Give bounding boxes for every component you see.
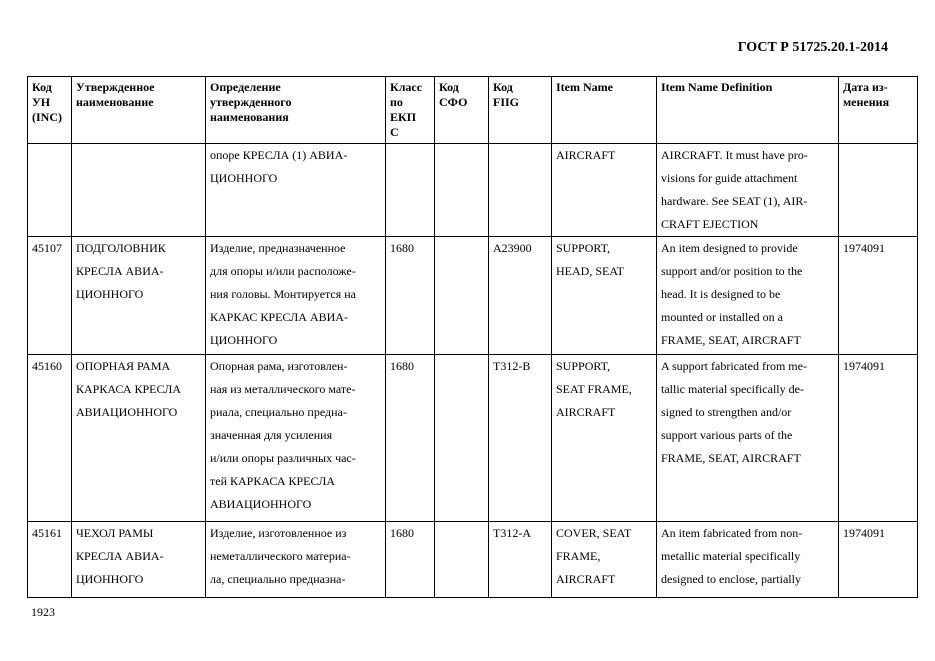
cell-line: signed to strengthen and/or: [661, 405, 792, 419]
cell-line: АВИАЦИОННОГО: [76, 405, 178, 419]
cell-fiig-code: T312-A: [489, 522, 552, 598]
page-number: 1923: [31, 605, 55, 619]
cell-line: значенная для усиления: [210, 428, 333, 442]
header-item-name: [552, 77, 657, 144]
cell-line: tallic material specifically de-: [661, 382, 804, 396]
cell-item-name: [552, 237, 657, 355]
cell-definition: [206, 522, 386, 598]
cell-item-definition: [657, 522, 839, 598]
cell-line: ла, специально предназна-: [210, 572, 346, 586]
cell-change-date: 1974091: [839, 522, 918, 598]
cell-line: КАРКАС КРЕСЛА АВИА-: [210, 310, 348, 324]
header-sfo-code: [435, 77, 489, 144]
cell-line: SUPPORT,: [556, 241, 611, 255]
table-row: [28, 237, 918, 355]
header-fiig-code: [489, 77, 552, 144]
cell-line: support and/or position to the: [661, 264, 803, 278]
cell-sfo-code: [435, 522, 489, 598]
nomenclature-table: [27, 76, 918, 598]
cell-line: ЦИОННОГО: [210, 171, 278, 185]
header-line: ЕКП: [390, 110, 417, 124]
cell-line: ЦИОННОГО: [76, 287, 144, 301]
cell-change-date: 1974091: [839, 237, 918, 355]
cell-approved-name: [72, 522, 206, 598]
cell-line: Опорная рама, изготовлен-: [210, 359, 348, 373]
cell-inc: [28, 144, 72, 237]
header-line: Определение: [210, 80, 281, 94]
cell-line: АВИАЦИОННОГО: [210, 497, 312, 511]
cell-inc: 45160: [28, 355, 72, 522]
header-class: [386, 77, 435, 144]
cell-line: COVER, SEAT: [556, 526, 632, 540]
header-approved-name: [72, 77, 206, 144]
cell-line: metallic material specifically: [661, 549, 801, 563]
cell-line: ЦИОННОГО: [210, 333, 278, 347]
header-line: Item Name Definition: [661, 80, 773, 94]
cell-sfo-code: [435, 355, 489, 522]
cell-line: опоре КРЕСЛА (1) АВИА-: [210, 148, 348, 162]
header-line: Класс: [390, 80, 423, 94]
cell-inc: 45107: [28, 237, 72, 355]
header-line: УН: [32, 95, 51, 109]
cell-definition: [206, 237, 386, 355]
cell-line: A support fabricated from me-: [661, 359, 807, 373]
cell-line: неметаллического материа-: [210, 549, 351, 563]
cell-item-definition: [657, 237, 839, 355]
cell-line: ЧЕХОЛ РАМЫ: [76, 526, 154, 540]
cell-item-name: [552, 144, 657, 237]
cell-inc: 45161: [28, 522, 72, 598]
cell-line: КРЕСЛА АВИА-: [76, 549, 164, 563]
table-row: [28, 355, 918, 522]
cell-line: An item designed to provide: [661, 241, 798, 255]
cell-line: и/или опоры различных час-: [210, 451, 356, 465]
cell-line: hardware. See SEAT (1), AIR-: [661, 194, 808, 208]
cell-line: HEAD, SEAT: [556, 264, 624, 278]
cell-line: head. It is designed to be: [661, 287, 781, 301]
header-line: менения: [843, 95, 890, 109]
cell-item-definition: [657, 144, 839, 237]
cell-class: 1680: [386, 355, 435, 522]
header-line: Item Name: [556, 80, 613, 94]
cell-line: тей КАРКАСА КРЕСЛА: [210, 474, 335, 488]
cell-fiig-code: [489, 144, 552, 237]
cell-definition: [206, 355, 386, 522]
cell-sfo-code: [435, 237, 489, 355]
header-change-date: [839, 77, 918, 144]
cell-line: ЦИОННОГО: [76, 572, 144, 586]
cell-fiig-code: A23900: [489, 237, 552, 355]
cell-item-definition: [657, 355, 839, 522]
cell-approved-name: [72, 355, 206, 522]
standard-designation: ГОСТ Р 51725.20.1-2014: [737, 40, 888, 55]
cell-line: An item fabricated from non-: [661, 526, 803, 540]
cell-item-name: [552, 355, 657, 522]
cell-line: AIRCRAFT. It must have pro-: [661, 148, 808, 162]
header-line: (INC): [32, 110, 62, 124]
header-inc: [28, 77, 72, 144]
header-item-name-definition: [657, 77, 839, 144]
cell-line: КАРКАСА КРЕСЛА: [76, 382, 182, 396]
cell-definition: [206, 144, 386, 237]
cell-line: SEAT FRAME,: [556, 382, 632, 396]
cell-class: [386, 144, 435, 237]
header-line: СФО: [439, 95, 468, 109]
header-line: Код: [439, 80, 459, 94]
cell-line: visions for guide attachment: [661, 171, 798, 185]
table-header-row: [28, 77, 918, 144]
cell-line: SUPPORT,: [556, 359, 611, 373]
header-line: наименование: [76, 95, 154, 109]
header-line: Код: [493, 80, 513, 94]
cell-line: CRAFT EJECTION: [661, 217, 759, 231]
cell-line: ОПОРНАЯ РАМА: [76, 359, 171, 373]
cell-line: AIRCRAFT: [556, 572, 616, 586]
cell-line: AIRCRAFT: [556, 405, 616, 419]
header-line: наименования: [210, 110, 289, 124]
header-line: Утвержденное: [76, 80, 155, 94]
cell-item-name: [552, 522, 657, 598]
cell-line: КРЕСЛА АВИА-: [76, 264, 164, 278]
cell-approved-name: [72, 237, 206, 355]
cell-fiig-code: T312-B: [489, 355, 552, 522]
cell-line: Изделие, предназначенное: [210, 241, 346, 255]
table-body: [28, 144, 918, 598]
cell-line: риала, специально предна-: [210, 405, 347, 419]
header-line: по: [390, 95, 403, 109]
table-row: [28, 144, 918, 237]
cell-line: FRAME, SEAT, AIRCRAFT: [661, 451, 801, 465]
cell-class: 1680: [386, 522, 435, 598]
header-definition: [206, 77, 386, 144]
cell-approved-name: [72, 144, 206, 237]
cell-line: FRAME,: [556, 549, 601, 563]
cell-change-date: [839, 144, 918, 237]
header-line: утвержденного: [210, 95, 292, 109]
header-line: С: [390, 125, 399, 139]
header-line: Дата из-: [843, 80, 888, 94]
cell-line: для опоры и/или расположе-: [210, 264, 356, 278]
cell-line: AIRCRAFT: [556, 148, 616, 162]
cell-line: ния головы. Монтируется на: [210, 287, 356, 301]
cell-class: 1680: [386, 237, 435, 355]
cell-line: mounted or installed on a: [661, 310, 783, 324]
cell-change-date: 1974091: [839, 355, 918, 522]
cell-line: ПОДГОЛОВНИК: [76, 241, 166, 255]
header-line: Код: [32, 80, 52, 94]
cell-line: ная из металлического мате-: [210, 382, 356, 396]
header-line: FIIG: [493, 95, 520, 109]
cell-line: FRAME, SEAT, AIRCRAFT: [661, 333, 801, 347]
cell-line: designed to enclose, partially: [661, 572, 801, 586]
cell-sfo-code: [435, 144, 489, 237]
cell-line: Изделие, изготовленное из: [210, 526, 347, 540]
table-row: [28, 522, 918, 598]
cell-line: support various parts of the: [661, 428, 793, 442]
